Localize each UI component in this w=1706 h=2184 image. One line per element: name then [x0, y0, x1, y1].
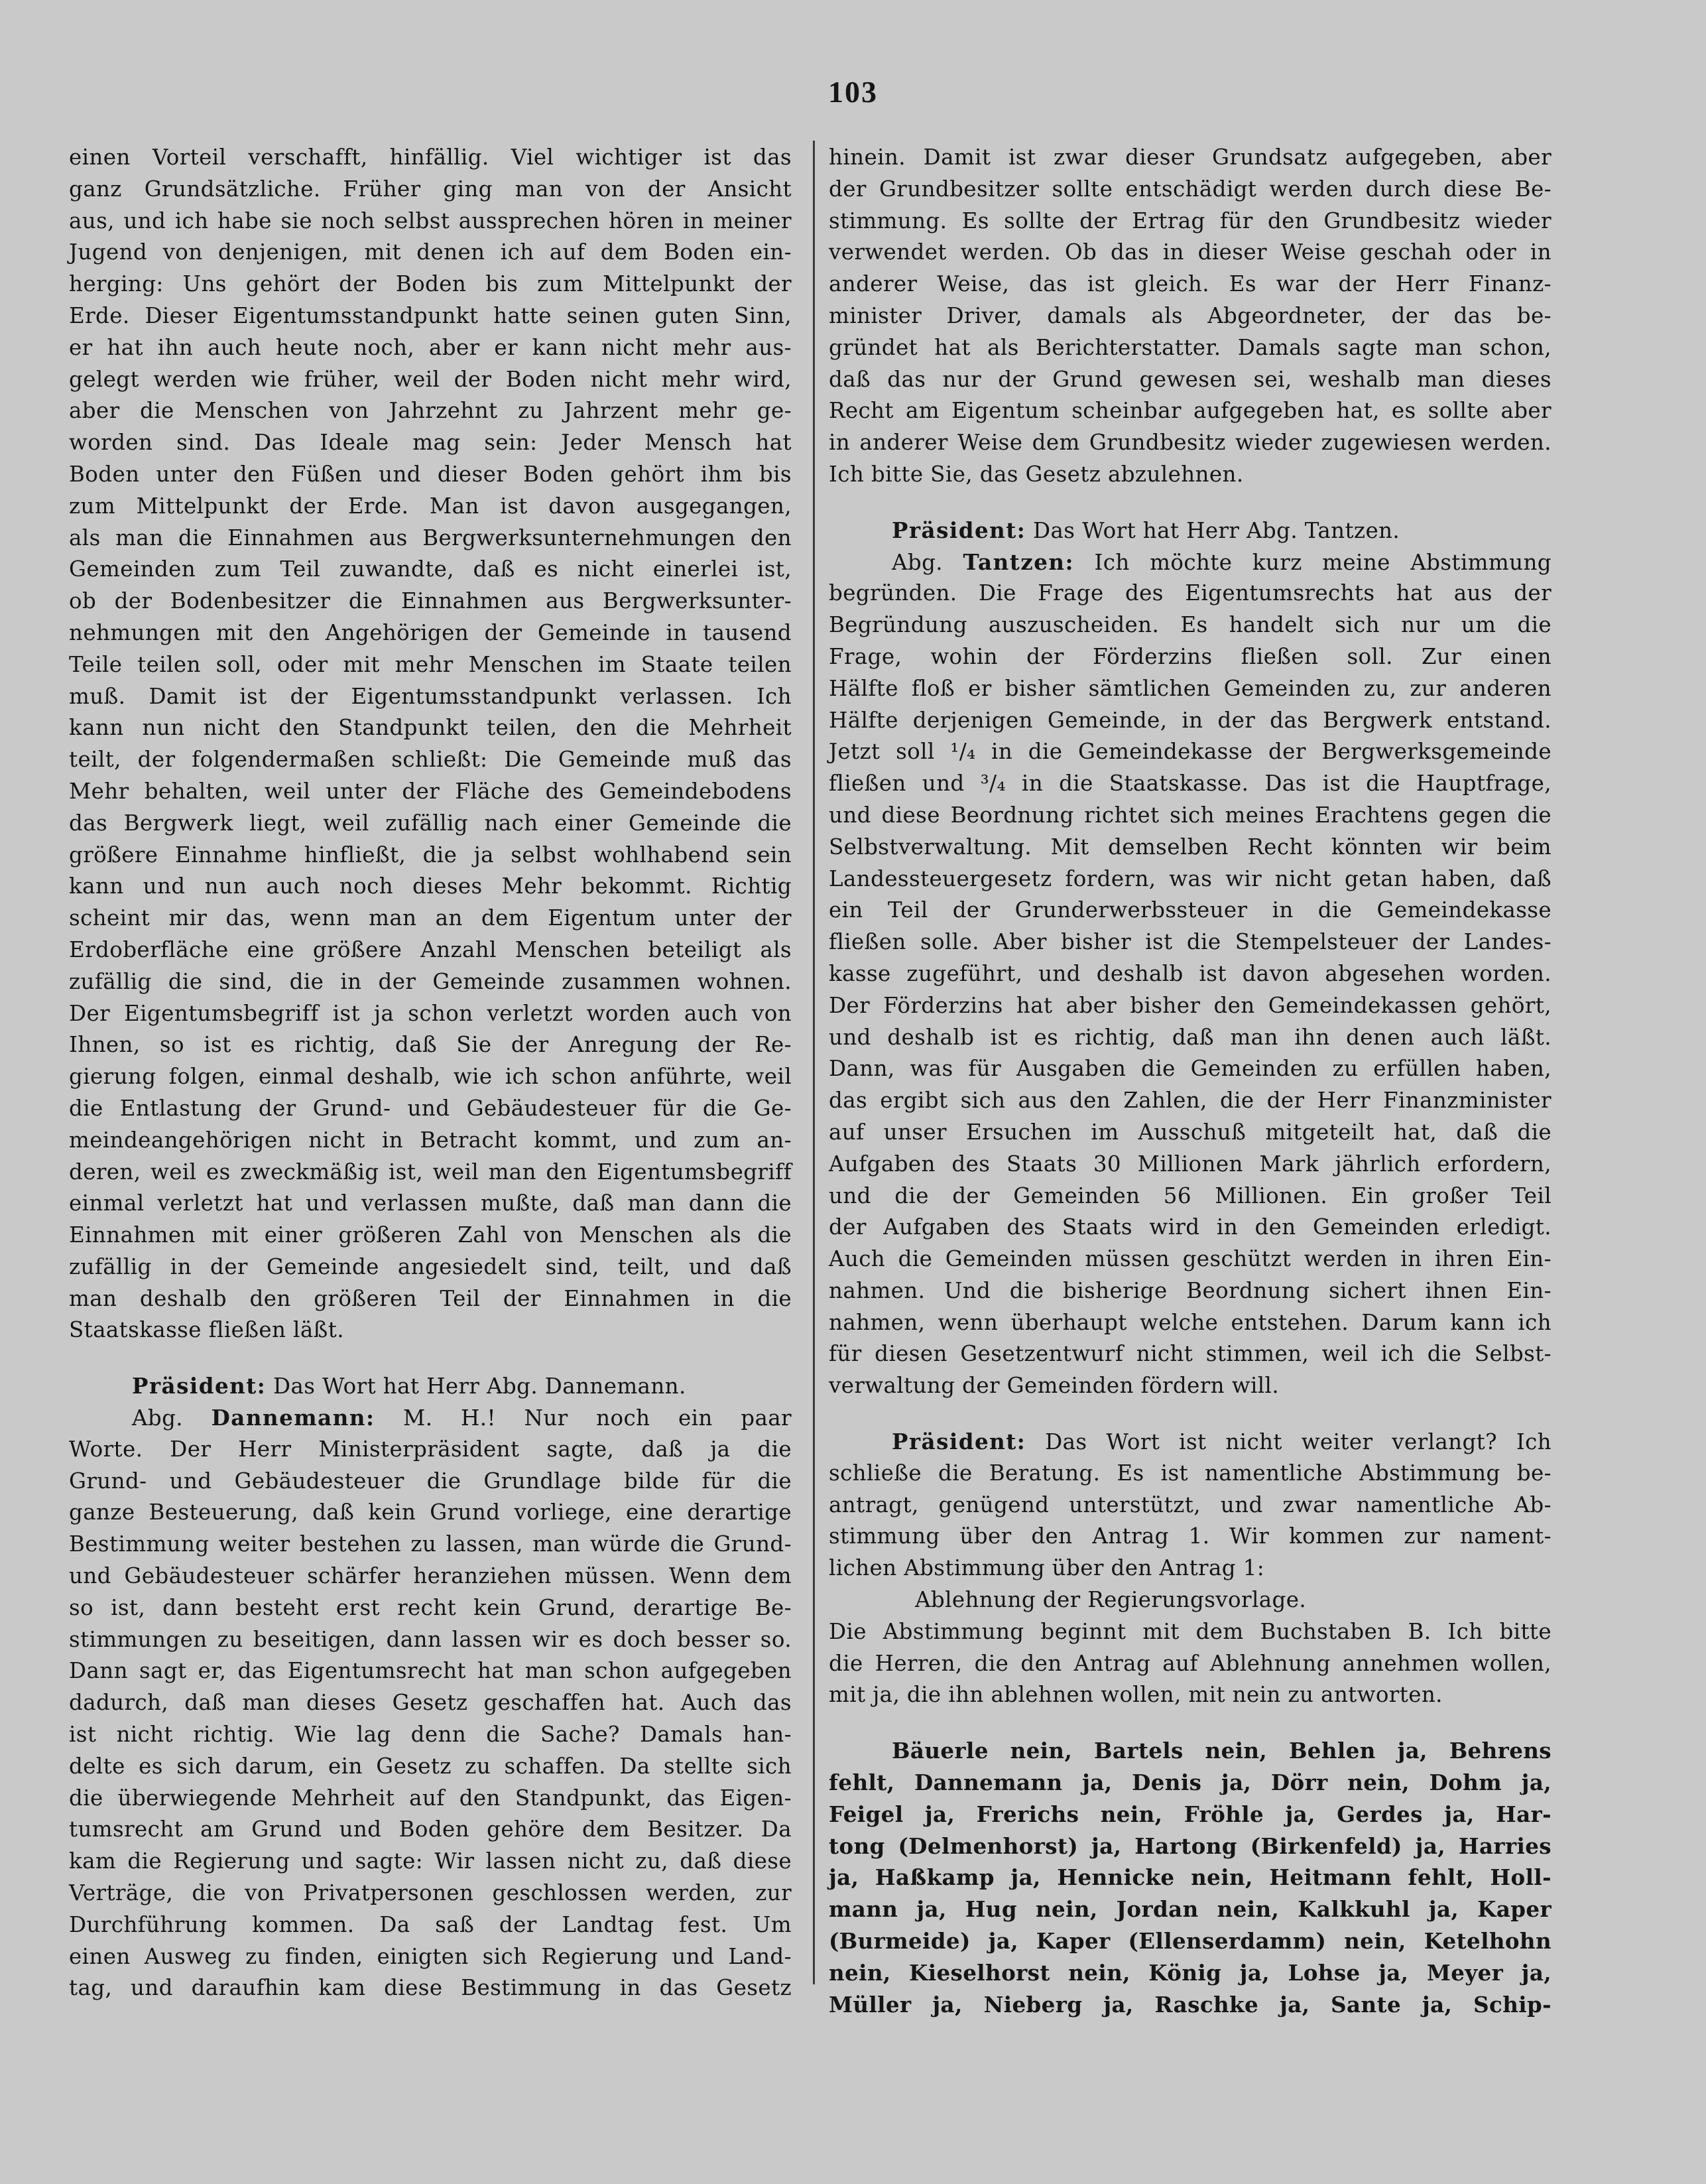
text-line — [69, 332, 792, 364]
line-text: Einnahmen mit einer größeren Zahl von Menschen als die — [69, 1222, 792, 1248]
text-line — [69, 617, 792, 649]
line-text: fehlt, Dannemann ja, Denis ja, Dörr nein, Dohm ja, — [829, 1769, 1552, 1796]
text-line — [69, 1655, 792, 1687]
line-text: als man die Einnahmen aus Bergwerksunternehmungen den — [69, 525, 792, 550]
text-line — [69, 1125, 792, 1157]
line-text: Landessteuergesetz fordern, was wir nicht getan haben, daß — [829, 866, 1552, 891]
line-text: Jugend von denjenigen, mit denen ich auf dem Boden ein- — [69, 239, 792, 265]
text-line — [69, 1466, 792, 1498]
text-line — [829, 1989, 1552, 2021]
line-text: Frage, wohin der Förderzins fließen soll. Zur einen — [829, 643, 1552, 669]
line-text: aus, und ich habe sie noch selbst aussprechen hören in meiner — [69, 208, 792, 233]
text-line — [69, 427, 792, 459]
line-text: gründet hat als Berichterstatter. Damals sagte man schon, — [829, 334, 1552, 360]
line-text: nahmen, wenn überhaupt welche entstehen. Darum kann ich — [829, 1309, 1552, 1335]
line-text: Teile teilen soll, oder mit mehr Menschen im Staate teilen — [69, 651, 792, 677]
line-text: Ihnen, so ist es richtig, daß Sie der Anregung der Re- — [69, 1032, 792, 1058]
line-text: Bäuerle nein, Bartels nein, Behlen ja, Behrens — [892, 1738, 1552, 1764]
line-text: verwaltung der Gemeinden fördern will. — [829, 1373, 1280, 1399]
line-text: Begründung auszuscheiden. Es handelt sich nur um die — [829, 612, 1552, 638]
text-line — [829, 206, 1552, 237]
paragraph-gap — [69, 1346, 792, 1370]
text-line — [829, 1149, 1552, 1181]
text-line — [69, 1402, 792, 1434]
line-text: der Grundbesitzer sollte entschädigt werden durch diese Be- — [829, 176, 1552, 202]
line-text: in anderer Weise dem Grundbesitz wieder zugewiesen werden. — [829, 430, 1552, 456]
line-text: Staatskasse fließen läßt. — [69, 1317, 344, 1343]
line-text: Aufgaben des Staats 30 Millionen Mark jährlich erfordern, — [829, 1151, 1552, 1177]
line-text: Bestimmung weiter bestehen zu lassen, man würde die Grund- — [69, 1531, 792, 1557]
text-line — [69, 1751, 792, 1783]
text-line — [69, 840, 792, 871]
line-text: ist nicht richtig. Wie lag denn die Sache? Damals han- — [69, 1722, 792, 1748]
line-text: man deshalb den größeren Teil der Einnahmen in die — [69, 1285, 792, 1311]
line-text: Dann, was für Ausgaben die Gemeinden zu erfüllen haben, — [829, 1056, 1552, 1082]
line-text: worden sind. Das Ideale mag sein: Jeder Mensch hat — [69, 430, 792, 456]
text-line — [829, 1022, 1552, 1054]
text-line — [829, 1584, 1552, 1616]
text-line — [829, 705, 1552, 737]
text-line — [829, 515, 1552, 546]
text-line — [829, 768, 1552, 800]
text-line — [829, 237, 1552, 269]
text-line — [829, 459, 1552, 491]
line-text: zufällig in der Gemeinde angesiedelt sind, teilt, und daß — [69, 1253, 792, 1279]
line-text: er hat ihn auch heute noch, aber er kann nicht mehr aus- — [69, 334, 792, 360]
text-line — [69, 1814, 792, 1846]
line-text: größere Einnahme hinfließt, die ja selbst wohlhabend sein — [69, 842, 792, 867]
column-divider — [813, 141, 815, 1984]
line-text: herging: Uns gehört der Boden bis zum Mittelpunkt der — [69, 271, 792, 297]
text-line — [829, 800, 1552, 832]
text-line — [69, 1188, 792, 1220]
line-text: Auch die Gemeinden müssen geschützt werden in ihren Ein- — [829, 1246, 1552, 1272]
text-line — [829, 673, 1552, 705]
text-line — [69, 554, 792, 586]
text-line — [69, 1592, 792, 1624]
text-line — [829, 1212, 1552, 1244]
line-text: für diesen Gesetzentwurf nicht stimmen, weil ich die Selbst- — [829, 1341, 1552, 1367]
text-line — [69, 1434, 792, 1466]
line-text: so ist, dann besteht erst recht kein Grund, derartige Be- — [69, 1594, 792, 1620]
text-line — [69, 269, 792, 300]
line-text: Worte. Der Herr Ministerpräsident sagte, daß ja die — [69, 1436, 792, 1462]
text-line — [829, 1117, 1552, 1149]
text-line — [829, 1553, 1552, 1584]
text-line — [829, 1735, 1552, 1767]
line-text: stimmungen zu beseitigen, dann lassen wir es doch besser so. — [69, 1626, 792, 1652]
paragraph-gap — [829, 1402, 1552, 1426]
text-line — [69, 1846, 792, 1878]
text-line — [829, 332, 1552, 364]
text-line — [829, 958, 1552, 990]
line-text: Müller ja, Nieberg ja, Raschke ja, Sante ja, Schip- — [829, 1991, 1552, 2018]
line-text: Ich möchte kurz meine Abstimmung — [1074, 549, 1552, 575]
line-text: stimmung über den Antrag 1. Wir kommen zur nament- — [829, 1523, 1552, 1549]
text-line — [69, 712, 792, 744]
line-text: tong (Delmenhorst) ja, Hartong (Birkenfeld) ja, Harries — [829, 1832, 1552, 1859]
text-line — [69, 1252, 792, 1283]
line-text: zum Mittelpunkt der Erde. Man ist davon ausgegangen, — [69, 493, 792, 519]
paragraph-gap — [829, 491, 1552, 515]
line-text: und diese Beordnung richtet sich meines Erachtens gegen die — [829, 802, 1552, 828]
speaker-name: Präsident: — [132, 1373, 267, 1399]
text-line — [829, 1338, 1552, 1370]
text-line — [69, 1370, 792, 1402]
text-line — [69, 1972, 792, 2004]
line-text: gierung folgen, einmal deshalb, wie ich schon anführte, weil — [69, 1064, 792, 1090]
line-text: hinein. Damit ist zwar dieser Grundsatz aufgegeben, aber — [829, 145, 1552, 170]
text-line — [829, 1181, 1552, 1212]
line-text: Das Wort ist nicht weiter verlangt? Ich — [1026, 1429, 1552, 1455]
text-line — [69, 808, 792, 840]
line-text: antragt, genügend unterstützt, und zwar namentliche Ab- — [829, 1492, 1552, 1517]
text-line — [829, 990, 1552, 1022]
text-line — [69, 1783, 792, 1815]
line-text: ganz Grundsätzliche. Früher ging man von der Ansicht — [69, 176, 792, 202]
text-line — [69, 903, 792, 934]
line-text: ja, Haßkamp ja, Hennicke nein, Heitmann fehlt, Holl- — [829, 1864, 1552, 1891]
text-line — [829, 364, 1552, 396]
text-line — [69, 1687, 792, 1719]
speaker-name: Tantzen: — [963, 548, 1075, 575]
line-text: mit ja, die ihn ablehnen wollen, mit nein zu antworten. — [829, 1682, 1443, 1708]
line-text: Grund- und Gebäudesteuer die Grundlage bilde für die — [69, 1468, 792, 1494]
text-line — [69, 1283, 792, 1315]
paragraph-gap — [829, 1711, 1552, 1735]
text-line — [829, 1767, 1552, 1799]
line-text: der Aufgaben des Staats wird in den Gemeinden erledigt. — [829, 1214, 1552, 1240]
line-text: und die der Gemeinden 56 Millionen. Ein großer Teil — [829, 1183, 1552, 1208]
line-text: zufällig die sind, die in der Gemeinde zusammen wohnen. — [69, 968, 792, 994]
text-line — [829, 1679, 1552, 1711]
line-text: Jetzt soll ¹/₄ in die Gemeindekasse der Bergwerksgemeinde — [829, 739, 1552, 765]
line-text: und deshalb ist es richtig, daß man ihn denen auch läßt. — [829, 1024, 1552, 1050]
text-line — [829, 546, 1552, 578]
line-text: (Burmeide) ja, Kaper (Ellenserdamm) nein, Ketelhohn — [829, 1928, 1552, 1955]
text-line — [69, 459, 792, 491]
line-text: dadurch, daß man dieses Gesetz geschaffen hat. Auch das — [69, 1690, 792, 1716]
text-line — [69, 1093, 792, 1125]
text-line — [69, 1061, 792, 1093]
line-text: daß das nur der Grund gewesen sei, weshalb man dieses — [829, 366, 1552, 392]
line-text: anderer Weise, das ist gleich. Es war der Herr Finanz- — [829, 271, 1552, 297]
text-line — [69, 681, 792, 713]
text-line — [69, 395, 792, 427]
text-line — [829, 174, 1552, 206]
line-text: mann ja, Hug nein, Jordan nein, Kalkkuhl ja, Kaper — [829, 1896, 1552, 1923]
text-line — [69, 1315, 792, 1346]
line-text: nehmungen mit den Angehörigen der Gemeinde in tausend — [69, 619, 792, 645]
text-line — [69, 586, 792, 617]
line-text: nein, Kieselhorst nein, König ja, Lohse ja, Meyer ja, — [829, 1959, 1552, 1986]
line-text: fließen und ³/₄ in die Staatskasse. Das ist die Hauptfrage, — [829, 771, 1552, 797]
line-text: das ergibt sich aus den Zahlen, die der Herr Finanzminister — [829, 1088, 1552, 1114]
speaker-name: Präsident: — [892, 1429, 1026, 1455]
text-line — [69, 364, 792, 396]
text-line — [69, 174, 792, 206]
text-line — [69, 1220, 792, 1252]
line-text: einmal verletzt hat und verlassen mußte, daß man dann die — [69, 1190, 792, 1216]
line-text: Hälfte floß er bisher sämtlichen Gemeinden zu, zur anderen — [829, 675, 1552, 701]
text-line — [829, 1458, 1552, 1490]
line-text: schließe die Beratung. Es ist namentliche Abstimmung be- — [829, 1460, 1552, 1486]
line-text: ein Teil der Grunderwerbssteuer in die Gemeindekasse — [829, 897, 1552, 923]
text-line — [829, 1521, 1552, 1553]
line-text: einen Vorteil verschafft, hinfällig. Viel wichtiger ist das — [69, 145, 792, 170]
line-text: Die Abstimmung beginnt mit dem Buchstaben B. Ich bitte — [829, 1618, 1552, 1644]
line-text: Gemeinden zum Teil zuwandte, daß es nicht einerlei ist, — [69, 556, 792, 582]
line-text: Feigel ja, Frerichs nein, Fröhle ja, Gerdes ja, Har- — [829, 1801, 1552, 1827]
text-line — [829, 641, 1552, 673]
line-text: ganze Besteuerung, daß kein Grund vorliege, eine derartige — [69, 1500, 792, 1525]
text-line — [829, 395, 1552, 427]
text-line — [69, 998, 792, 1030]
text-line — [829, 895, 1552, 927]
text-line — [69, 1561, 792, 1592]
line-text: die Entlastung der Grund- und Gebäudesteuer für die Ge- — [69, 1095, 792, 1121]
text-line — [69, 744, 792, 776]
line-text: Dann sagt er, das Eigentumsrecht hat man schon aufgegeben — [69, 1658, 792, 1684]
speaker-name: Dannemann: — [211, 1405, 375, 1431]
line-text: kann nun nicht den Standpunkt teilen, den die Mehrheit — [69, 715, 792, 741]
speaker-prefix: Abg. — [132, 1405, 212, 1431]
text-line — [69, 776, 792, 808]
text-line — [69, 142, 792, 174]
line-text: Das Wort hat Herr Abg. Dannemann. — [266, 1374, 686, 1399]
line-text: auf unser Ersuchen im Ausschuß mitgeteilt hat, daß die — [829, 1119, 1552, 1145]
line-text: teilt, der folgendermaßen schließt: Die Gemeinde muß das — [69, 747, 792, 773]
text-line — [829, 1275, 1552, 1307]
text-line — [829, 927, 1552, 958]
text-line — [829, 1307, 1552, 1339]
right-column — [829, 142, 1552, 2020]
text-line — [69, 523, 792, 554]
speaker-name: Präsident: — [892, 517, 1026, 543]
text-line — [829, 1426, 1552, 1458]
line-text: Selbstverwaltung. Mit demselben Recht könnten wir beim — [829, 834, 1552, 860]
text-line — [69, 966, 792, 998]
line-text: deren, weil es zweckmäßig ist, weil man den Eigentumsbegriff — [69, 1159, 792, 1185]
text-line — [69, 1719, 792, 1751]
text-line — [829, 1053, 1552, 1085]
text-line — [69, 1878, 792, 1909]
text-line — [829, 1925, 1552, 1957]
speaker-prefix: Abg. — [892, 549, 963, 575]
text-line — [829, 142, 1552, 174]
line-text: Ich bitte Sie, das Gesetz abzulehnen. — [829, 461, 1244, 487]
text-line — [829, 1490, 1552, 1521]
text-line — [829, 1085, 1552, 1117]
text-line — [829, 1616, 1552, 1648]
text-line — [829, 1957, 1552, 1989]
line-text: Boden unter den Füßen und dieser Boden gehört ihm bis — [69, 461, 792, 487]
text-line — [69, 300, 792, 332]
line-text: scheint mir das, wenn man an dem Eigentum unter der — [69, 905, 792, 931]
text-line — [69, 1941, 792, 1973]
text-line — [69, 206, 792, 237]
text-line — [69, 649, 792, 681]
line-text: kasse zugeführt, und deshalb ist davon abgesehen worden. — [829, 960, 1552, 986]
line-text: muß. Damit ist der Eigentumsstandpunkt verlassen. Ich — [69, 683, 792, 709]
text-line — [829, 300, 1552, 332]
text-line — [69, 1029, 792, 1061]
line-text: Das Wort hat Herr Abg. Tantzen. — [1026, 517, 1400, 543]
text-line — [829, 1370, 1552, 1402]
text-line — [829, 864, 1552, 895]
text-line — [69, 1497, 792, 1529]
text-line — [829, 427, 1552, 459]
line-text: Erde. Dieser Eigentumsstandpunkt hatte seinen guten Sinn, — [69, 302, 792, 328]
text-line — [829, 269, 1552, 300]
line-text: ob der Bodenbesitzer die Einnahmen aus Bergwerksunter- — [69, 588, 792, 614]
line-text: das Bergwerk liegt, weil zufällig nach einer Gemeinde die — [69, 810, 792, 836]
text-line — [829, 832, 1552, 864]
line-text: kam die Regierung und sagte: Wir lassen nicht zu, daß diese — [69, 1848, 792, 1874]
text-line — [69, 237, 792, 269]
line-text: lichen Abstimmung über den Antrag 1: — [829, 1555, 1265, 1581]
line-text: Durchführung kommen. Da saß der Landtag fest. Um — [69, 1911, 792, 1937]
line-text: die Herren, die den Antrag auf Ablehnung annehmen wollen, — [829, 1650, 1552, 1676]
text-line — [829, 1831, 1552, 1862]
line-text: einen Ausweg zu finden, einigten sich Regierung und Land- — [69, 1943, 792, 1969]
text-line — [69, 934, 792, 966]
line-text: Der Förderzins hat aber bisher den Gemeindekassen gehört, — [829, 992, 1552, 1018]
line-text: fließen solle. Aber bisher ist die Stempelsteuer der Landes- — [829, 929, 1552, 955]
text-line — [69, 491, 792, 523]
line-text: Mehr behalten, weil unter der Fläche des Gemeindebodens — [69, 778, 792, 804]
line-text: Ablehnung der Regierungsvorlage. — [915, 1587, 1307, 1613]
line-text: delte es sich darum, ein Gesetz zu schaffen. Da stellte sich — [69, 1753, 792, 1779]
line-text: nahmen. Und die bisherige Beordnung sichert ihnen Ein- — [829, 1277, 1552, 1303]
line-text: die überwiegende Mehrheit auf den Standpunkt, das Eigen- — [69, 1785, 792, 1811]
line-text: Recht am Eigentum scheinbar aufgegeben hat, es sollte aber — [829, 398, 1552, 424]
line-text: M. H.! Nur noch ein paar — [375, 1405, 792, 1431]
line-text: Hälfte derjenigen Gemeinde, in der das Bergwerk entstand. — [829, 707, 1552, 733]
text-line — [69, 1529, 792, 1561]
line-text: Der Eigentumsbegriff ist ja schon verletzt worden auch von — [69, 1000, 792, 1026]
text-line — [829, 1244, 1552, 1275]
text-line — [829, 1799, 1552, 1831]
line-text: tag, und daraufhin kam diese Bestimmung in das Gesetz — [69, 1975, 792, 2001]
text-line — [829, 610, 1552, 641]
text-line — [829, 736, 1552, 768]
line-text: Verträge, die von Privatpersonen geschlossen werden, zur — [69, 1880, 792, 1906]
text-line — [69, 1157, 792, 1188]
line-text: tumsrecht am Grund und Boden gehöre dem Besitzer. Da — [69, 1817, 792, 1842]
line-text: meindeangehörigen nicht in Betracht kommt, und zum an- — [69, 1127, 792, 1153]
line-text: aber die Menschen von Jahrzehnt zu Jahrzent mehr ge- — [69, 398, 792, 424]
line-text: verwendet werden. Ob das in dieser Weise geschah oder in — [829, 239, 1552, 265]
left-column — [69, 142, 792, 2004]
line-text: und Gebäudesteuer schärfer heranziehen müssen. Wenn dem — [69, 1563, 792, 1589]
text-line — [69, 1624, 792, 1656]
text-line — [69, 871, 792, 903]
line-text: stimmung. Es sollte der Ertrag für den Grundbesitz wieder — [829, 208, 1552, 233]
text-line — [829, 1894, 1552, 1925]
text-line — [829, 578, 1552, 610]
page-number: 103 — [828, 75, 878, 109]
text-line — [829, 1862, 1552, 1894]
line-text: kann und nun auch noch dieses Mehr bekommt. Richtig — [69, 873, 792, 899]
line-text: Erdoberfläche eine größere Anzahl Menschen beteiligt als — [69, 936, 792, 962]
line-text: begründen. Die Frage des Eigentumsrechts hat aus der — [829, 580, 1552, 606]
line-text: gelegt werden wie früher, weil der Boden nicht mehr wird, — [69, 366, 792, 392]
text-line — [829, 1648, 1552, 1680]
text-line — [69, 1909, 792, 1941]
line-text: minister Driver, damals als Abgeordneter, der das be- — [829, 302, 1552, 328]
